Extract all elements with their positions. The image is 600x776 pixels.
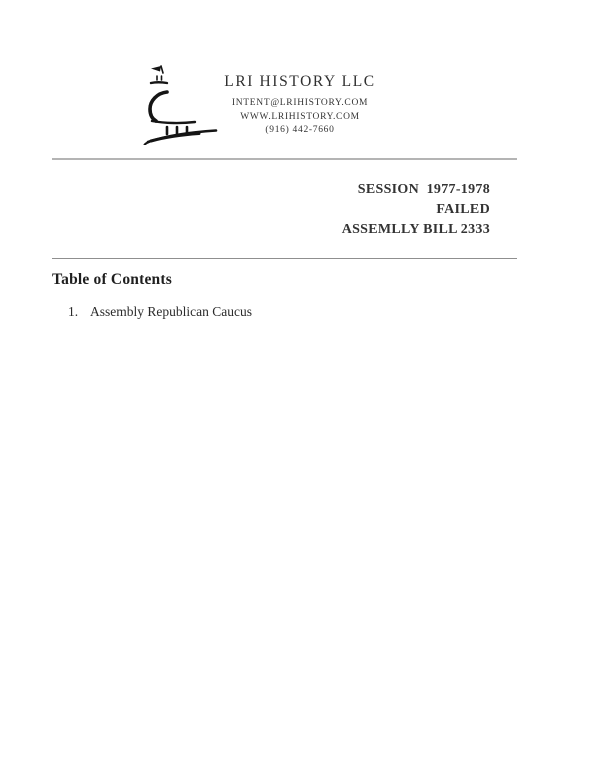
session-text: SESSION 1977-1978 <box>357 182 490 197</box>
toc-item <box>68 303 252 320</box>
phone-text: (916) 442-7660 <box>265 125 335 135</box>
company-name: LRI HISTORY LLC <box>224 73 376 90</box>
toc-item-number: 1. <box>68 304 79 319</box>
toc-item-label: Assembly Republican Caucus <box>90 304 252 319</box>
letterhead <box>0 72 600 138</box>
website-text: WWW.LRIHISTORY.COM <box>240 111 360 122</box>
email-text: INTENT@LRIHISTORY.COM <box>231 98 369 108</box>
toc-title: Table of Contents <box>52 271 172 288</box>
contact-block <box>0 97 600 138</box>
divider-top <box>52 158 517 160</box>
divider-bottom <box>52 258 517 259</box>
status-text: FAILED <box>436 202 490 217</box>
bill-info-block <box>342 180 490 240</box>
bill-number-text: ASSEMLLY BILL 2333 <box>341 222 490 237</box>
